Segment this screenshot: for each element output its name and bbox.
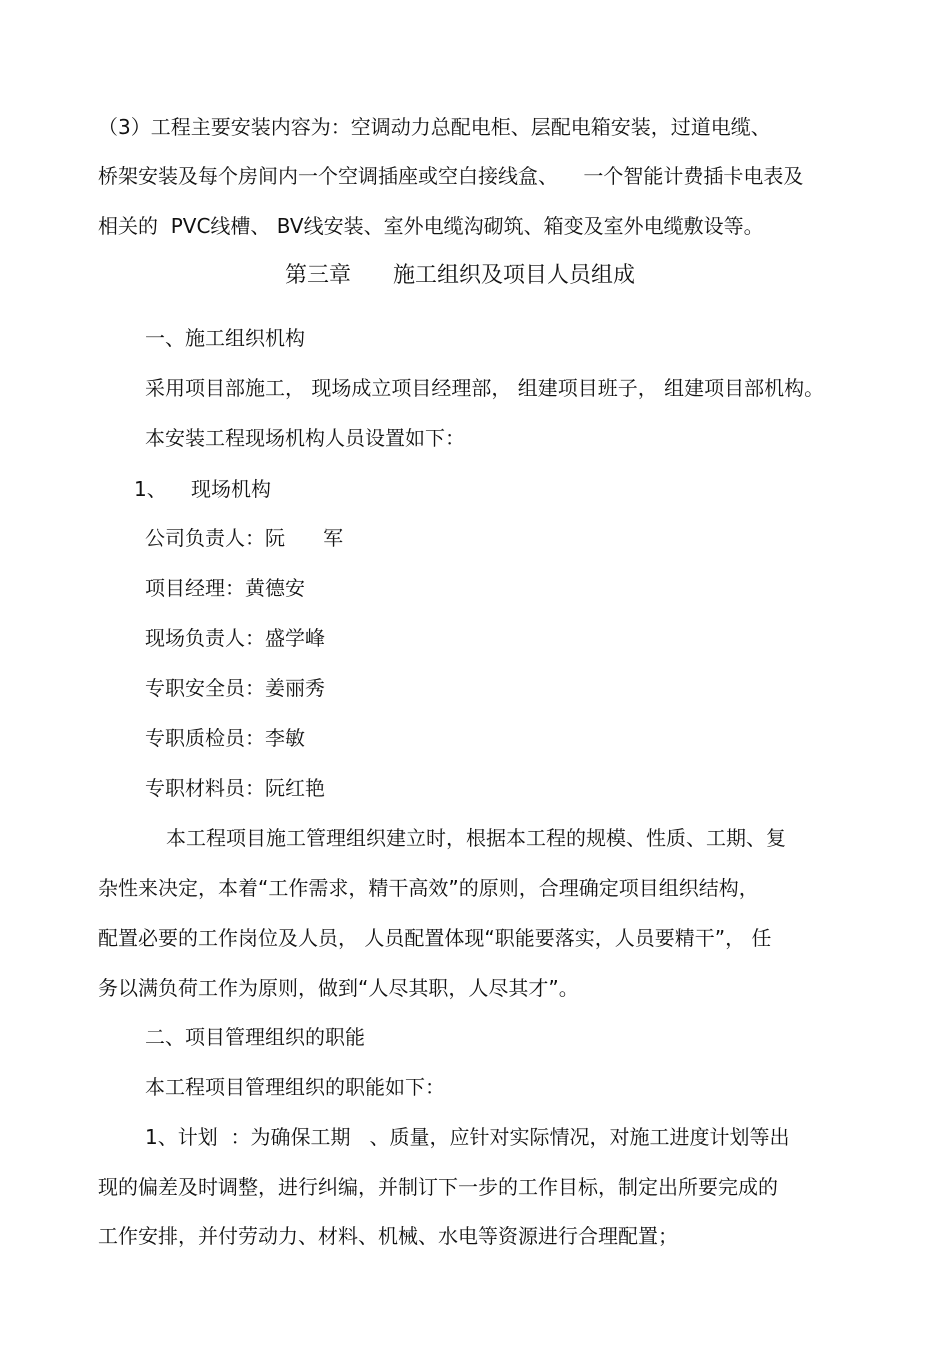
org-paragraph-line-2: 杂性来决定，本着“工作需求，精干高效”的原则，合理确定项目组织结构， — [98, 876, 759, 900]
plan-line-2: 现的偏差及时调整，进行纠编，并制订下一步的工作目标，制定出所要完成的 — [98, 1175, 778, 1199]
staff-line: 专职材料员：阮红艳 — [145, 776, 325, 800]
site-number: 1、 — [134, 477, 167, 501]
intro-line-2: 桥架安装及每个房间内一个空调插座或空白接线盒、 一个智能计费插卡电表及 — [98, 164, 804, 188]
intro-line-3: 相关的 PVC线槽、 BV线安装、室外电缆沟砌筑、箱变及室外电缆敷设等。 — [98, 214, 764, 238]
section1-heading: 一、施工组织机构 — [145, 326, 305, 350]
site-label: 现场机构 — [191, 477, 271, 501]
org-paragraph-line-3: 配置必要的工作岗位及人员， 人员配置体现“职能要落实，人员要精干”， 任 — [98, 926, 772, 950]
section1-paragraph-1: 采用项目部施工， 现场成立项目经理部， 组建项目班子， 组建项目部机构。 — [145, 376, 825, 400]
staff-line: 专职安全员：姜丽秀 — [145, 676, 325, 700]
staff-line: 专职质检员：李敏 — [145, 726, 305, 750]
intro-line-1: （3）工程主要安装内容为：空调动力总配电柜、层配电箱安装，过道电缆、 — [98, 115, 771, 139]
section1-paragraph-2: 本安装工程现场机构人员设置如下： — [145, 426, 465, 450]
section2-heading: 二、项目管理组织的职能 — [145, 1025, 365, 1049]
chapter-title: 第三章 施工组织及项目人员组成 — [285, 263, 635, 288]
section2-intro: 本工程项目管理组织的职能如下： — [145, 1075, 445, 1099]
org-paragraph-line-4: 务以满负荷工作为原则，做到“人尽其职，人尽其才”。 — [98, 976, 579, 1000]
org-paragraph-line-1: 本工程项目施工管理组织建立时，根据本工程的规模、性质、工期、复 — [166, 826, 786, 850]
staff-line: 公司负责人：阮 军 — [145, 526, 344, 550]
staff-line: 现场负责人：盛学峰 — [145, 626, 325, 650]
staff-line: 项目经理：黄德安 — [145, 576, 305, 600]
plan-line-1: 1、计划 ：为确保工期 、质量，应针对实际情况，对施工进度计划等出 — [145, 1125, 790, 1149]
plan-line-3: 工作安排，并付劳动力、材料、机械、水电等资源进行合理配置； — [98, 1224, 678, 1248]
